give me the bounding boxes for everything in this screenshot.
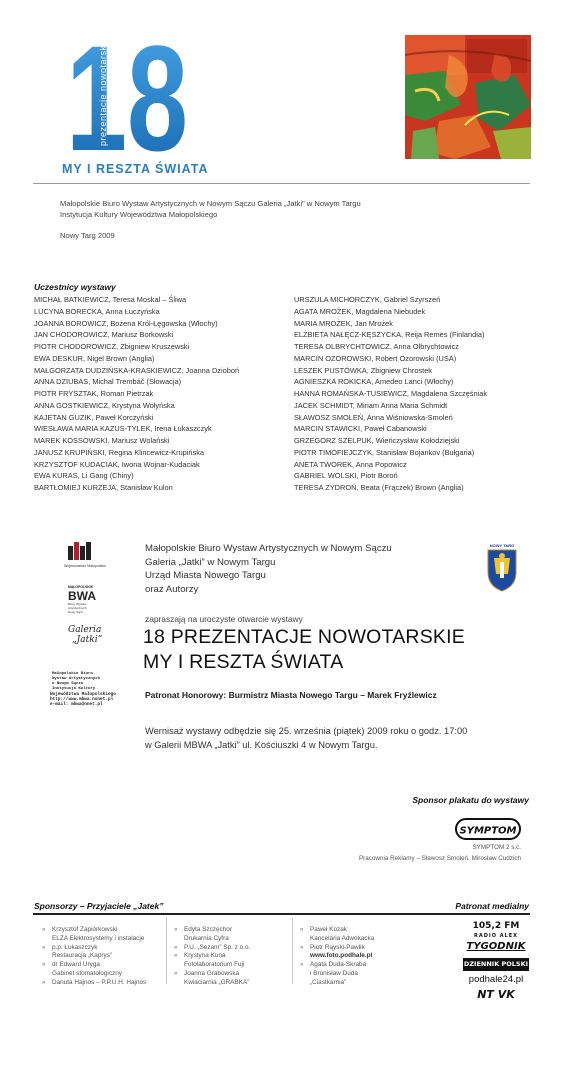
sponsor-text: ELZA Elektrosystemy i instalacje — [52, 934, 145, 942]
sponsors-column-3 — [300, 926, 374, 988]
sponsor-text: Joanna Grabowska — [184, 969, 240, 977]
symptom-logo-text: SYMPTOM — [459, 825, 517, 837]
participant-entry: GRZEGORZ SZELPUK, Wieńczysław Kołodziejski — [294, 436, 460, 445]
sponsor-text: dr Edward Uryga — [52, 961, 100, 969]
ntvk-logo: NT VK — [477, 988, 515, 1001]
mbwa-line-3: w Nowym Sączu — [52, 682, 84, 686]
sponsor-text: Krystyna Kuna — [184, 952, 226, 960]
participant-entry: KRZYSZTOF KUDACIAK, Iwona Wojnar-Kudaciak — [34, 459, 200, 469]
painting-image — [405, 35, 531, 159]
number-18: 18 — [66, 34, 188, 154]
participant-entry: MARCIN OZOROWSKI, Robert Ozorowski (USA) — [294, 353, 457, 363]
column-divider — [166, 918, 167, 984]
participant-entry: JOANNA BOROWICZ, Bożena Król-Łęgowska (Włochy) — [34, 318, 218, 328]
radio-name: RADIO ALEX — [473, 933, 519, 939]
participant-entry: MICHAŁ BATKIEWICZ, Teresa Moskal – Śliwa — [34, 295, 187, 304]
event-title-line-1: 18 PREZENTACJE NOWOTARSKIE — [143, 626, 465, 648]
sponsor-credits: Pracownia Reklamy – Sławosz Smoleń, Mirosław Cudzich — [358, 855, 521, 862]
sponsor-entry — [42, 952, 146, 961]
participant-entry: JACEK SCHMIDT, Miriam Anna Maria Schmidt — [294, 400, 448, 410]
sponsor-entry — [300, 961, 374, 970]
participant-entry: ANETA TWOREK, Anna Popowicz — [294, 459, 407, 469]
organizer-logos-graphic — [44, 540, 134, 690]
participants-list-right — [294, 294, 487, 494]
sponsor-text: Krzysztof Zapiórkowski — [52, 926, 118, 933]
bullet-icon: » — [174, 970, 178, 977]
bwa-main-label: BWA — [68, 589, 96, 603]
vertical-subtitle: prezentacje nowotarskie — [98, 37, 108, 146]
participant-entry: AGATA MROŻEK, Magdalena Niebudek — [294, 306, 426, 316]
galeria-jatki-logo — [68, 625, 103, 645]
participant-entry: ELŻBIETA NAŁĘCZ-KĘSZYCKA, Reija Remes (Finlandia) — [294, 330, 485, 340]
sponsor-name: SYMPTOM 2 s.c. — [472, 844, 521, 851]
bottom-divider — [33, 913, 530, 915]
bullet-icon: » — [174, 927, 178, 933]
participant-entry: ANNA DZIUBAS, Michal Trembáč (Słowacja) — [34, 377, 182, 387]
participant-entry: SŁAWOSZ SMOLEŃ, Anna Wiśniowska-Smoleń — [294, 412, 453, 422]
participants-list-left — [34, 294, 239, 494]
participant-entry: MAREK KOSSOWSKI, Mariusz Wolański — [34, 436, 170, 445]
bullet-icon: » — [42, 962, 46, 969]
sponsor-text: Kancelaria Adwokacka — [310, 934, 375, 942]
mbwa-line-4: Instytucja Kultury — [52, 687, 96, 690]
sponsor-text: Danuta Hajnos – P.P.U.H. Hajnos — [52, 978, 147, 986]
organizer-line-3: Urząd Miasta Nowego Targu — [145, 570, 266, 581]
sponsor-entry — [42, 935, 146, 944]
participant-entry: TERESA ZYDROŃ, Beata (Frączek) Brown (Anglia) — [294, 483, 464, 492]
sponsor-entry — [174, 952, 250, 961]
sponsor-entry — [174, 926, 250, 935]
nowy-targ-coat-of-arms — [484, 542, 520, 592]
participant-entry: EWA KURAS, Li Gang (Chiny) — [34, 471, 134, 481]
sponsor-text: Agata Duda-Skraba — [310, 961, 367, 969]
mbwa-contact-rest — [50, 692, 116, 707]
participant-entry: PIOTR FRYSZTAK, Roman Pietrzak — [34, 389, 154, 398]
bullet-icon: » — [300, 944, 304, 951]
participant-entry: GABRIEL WOLSKI, Piotr Boroń — [294, 471, 398, 481]
mbwa-line-5: Województwa Małopolskiego — [50, 692, 116, 697]
mbwa-line-6: http://www.mbwa.nsnet.pl — [50, 697, 114, 702]
poster-sponsor-title: Sponsor plakatu do wystawy — [412, 795, 529, 805]
mbwa-line-2: Wystaw Artystycznych — [52, 677, 101, 681]
participant-entry: MARIA MROŻEK, Jan Mrożek — [294, 318, 393, 328]
sponsor-entry — [300, 944, 374, 953]
participant-entry: URSZULA MICHORCZYK, Gabriel Szyrszeń — [294, 295, 441, 304]
invitation-text: zapraszają na uroczyste otwarcie wystawy — [145, 614, 303, 624]
participant-entry: MARCIN STAWICKI, Paweł Cabanowski — [294, 424, 427, 434]
dziennik-polski-logo: DZIENNIK POLSKI — [463, 958, 529, 971]
bullet-icon: » — [300, 927, 304, 933]
sponsor-entry — [42, 926, 146, 935]
organizer-line-2: Galeria „Jatki” w Nowym Targu — [145, 556, 276, 568]
sponsor-text: Fotolaboratorium Fuji — [184, 961, 245, 969]
sponsor-entry — [174, 944, 250, 953]
sponsor-entry — [174, 961, 250, 970]
sponsor-text: i Bronisław Duda — [310, 969, 358, 977]
bwa-sub2: Artystycznych — [68, 606, 87, 610]
exhibition-number-logo — [66, 34, 190, 154]
media-patronage-title: Patronat medialny — [455, 901, 529, 911]
honorary-patronage: Patronat Honorowy: Burmistrz Miasta Nowego Targu – Marek Fryźlewicz — [145, 690, 437, 700]
galeria-label-1: Galeria — [68, 625, 102, 635]
sponsor-entry — [42, 961, 146, 970]
radio-alex-logo — [463, 921, 529, 941]
sponsors-column-2 — [174, 926, 250, 988]
organizers — [145, 542, 392, 596]
bwa-sub3: Nowy Sącz — [68, 610, 84, 614]
sponsor-entry — [42, 944, 146, 953]
participant-entry: JANUSZ KRUPIŃSKI, Regina Klincewicz-Krupińska — [34, 447, 205, 457]
sponsor-entry — [174, 979, 250, 988]
institution-line-1: Małopolskie Biuro Wystaw Artystycznych w Nowym Sączu Galeria „Jatki” w Nowym Targu — [60, 199, 361, 208]
sponsor-text: Paweł Kozak — [310, 926, 347, 933]
sponsor-text: Gabinet stomatologiczny — [52, 969, 122, 977]
participant-entry: LESZEK PUSTÓWKA, Zbigniew Chrostek — [294, 365, 433, 375]
event-title-line-2: MY I RESZTA ŚWIATA — [143, 651, 344, 673]
sponsor-entry — [300, 952, 374, 961]
sponsor-text: Edyta Szczęchor — [184, 926, 232, 933]
participants-title: Uczestnicy wystawy — [34, 282, 116, 292]
sponsor-entry — [300, 970, 374, 979]
participant-entry: ANNA GOSTKIEWICZ, Krystyna Wołyńska — [34, 400, 175, 410]
symptom-logo — [455, 817, 521, 841]
vernissage-line-2: w Galerii MBWA „Jatki” ul. Kościuszki 4 w Nowym Targu. — [145, 740, 378, 750]
participant-entry: LUCYNA BORECKA, Anna Łuczyńska — [34, 306, 160, 316]
tygodnik-logo: TYGODNIK — [466, 941, 526, 952]
sponsor-text: P.U. „Sezam” Sp. z o.o. — [184, 943, 251, 951]
participant-entry: PIOTR CHODOROWICZ, Zbigniew Kruszewski — [34, 342, 190, 351]
bullet-icon: » — [174, 944, 178, 951]
sponsor-text: Restauracja „Kaprys” — [52, 952, 113, 960]
sponsor-entry — [42, 979, 146, 988]
city-label: NOWY TARG — [489, 543, 515, 548]
vernissage-info — [145, 724, 467, 752]
exhibition-subtitle: MY I RESZTA ŚWIATA — [62, 162, 209, 176]
bwa-logo — [68, 585, 96, 614]
wojewodztwo-logo — [64, 542, 106, 568]
participant-entry: MAŁGORZATA DUDZIŃSKA-KRASKIEWICZ, Joanna Dzioboń — [34, 365, 240, 375]
bwa-top-label: MAŁOPOLSKIE — [68, 585, 93, 589]
header-divider — [33, 183, 530, 184]
participant-entry: WIESŁAWA MARIA KAZUS-TYLEK, Irena Łukaszczyk — [34, 424, 212, 434]
bullet-icon: » — [300, 962, 304, 969]
sponsor-entry — [300, 935, 374, 944]
participant-entry: JAN CHODOROWICZ, Mariusz Borkowski — [34, 330, 174, 340]
mbwa-line-7: e-mail: mbwa@nnet.pl — [50, 702, 103, 707]
sponsors-column-1 — [42, 926, 146, 988]
podhale24-logo: podhale24.pl — [468, 974, 524, 985]
mbwa-contact-logo — [52, 671, 101, 690]
institution-line-2: Instytucja Kultury Województwa Małopolskiego — [60, 210, 218, 219]
sponsor-text: p.p. Łukaszczyk — [52, 943, 98, 951]
sponsor-text: „Ciastkarnia” — [310, 978, 347, 986]
participant-entry: EWA DESKUR, Nigel Brown (Anglia) — [34, 353, 155, 363]
mbwa-line-1: Małopolskie Biuro — [52, 672, 93, 676]
bullet-icon: » — [42, 944, 46, 951]
radio-frequency: 105,2 FM — [472, 921, 520, 931]
sponsor-text: Drukarnia Cyfra — [184, 934, 229, 942]
participant-entry: AGNIESZKA ROKICKA, Amedeo Lanci (Włochy) — [294, 377, 454, 387]
place-date: Nowy Targ 2009 — [60, 231, 115, 240]
participant-entry: PIOTR TIMOFIEJCZYK, Stanisław Bojankov (Bułgaria) — [294, 447, 475, 457]
participant-entry: BARTŁOMIEJ KURZEJA, Stanisław Kulon — [34, 483, 173, 492]
participant-entry: HANNA ROMAŃSKA-TUSIEWICZ, Magdalena Szczęśniak — [294, 389, 488, 398]
sponsor-entry — [42, 970, 146, 979]
sponsor-text: Kwiaciarnia „GRABKA” — [184, 978, 250, 986]
sponsor-text: www.foto.podhale.pl — [310, 952, 373, 960]
institution-info — [60, 198, 361, 220]
vernissage-line-1: Wernisaż wystawy odbędzie się 25. września (piątek) 2009 roku o godz. 17:00 — [145, 726, 468, 736]
sponsor-entry — [174, 935, 250, 944]
galeria-label-2: „Jatki” — [72, 635, 103, 645]
sponsor-entry — [300, 926, 374, 935]
bullet-icon: » — [42, 927, 46, 933]
organizer-line-1: Małopolskie Biuro Wystaw Artystycznych w Nowym Sączu — [145, 543, 392, 554]
sponsor-entry — [174, 970, 250, 979]
bullet-icon: » — [42, 979, 46, 986]
column-divider — [292, 918, 293, 984]
bullet-icon: » — [174, 953, 178, 960]
participant-entry: TERESA OLBRYCHTOWICZ, Anna Olbrychtowicz — [294, 342, 459, 351]
organizer-line-4: oraz Autorzy — [145, 583, 199, 595]
organizer-logos — [44, 540, 134, 707]
sponsors-title: Sponsorzy – Przyjaciele „Jatek” — [34, 901, 164, 911]
sponsor-text: Piotr Rąyski-Pawlik — [310, 943, 365, 951]
wojewodztwo-label: Województwo Małopolskie — [64, 564, 107, 568]
participant-entry: KAJETAN GUZIK, Paweł Korczyński — [34, 412, 154, 422]
bwa-sub1: Biuro Wystaw — [68, 602, 87, 606]
sponsor-entry — [300, 979, 374, 988]
